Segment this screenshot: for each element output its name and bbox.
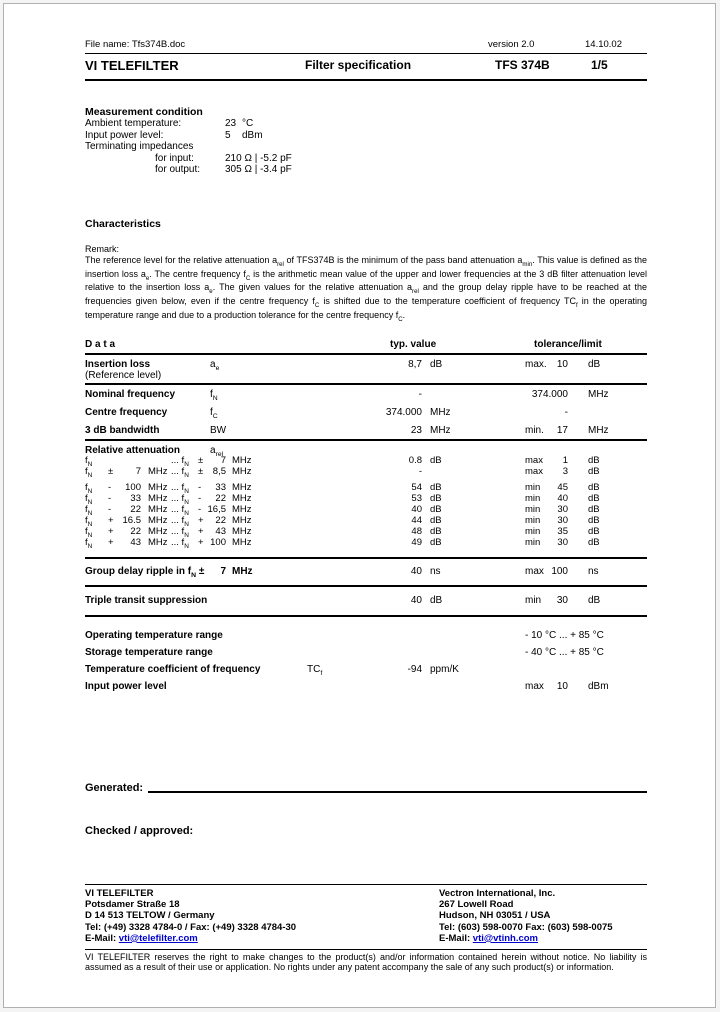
limit-value: 45 xyxy=(557,482,568,494)
typ-unit: MHz xyxy=(430,425,451,437)
footer-company-name: Vectron International, Inc. xyxy=(439,888,556,899)
footer-phone: Tel: (+49) 3328 4784-0 / Fax: (+49) 3328 4784-30 xyxy=(85,921,297,933)
triple-transit-label: Triple transit suppression xyxy=(85,595,208,607)
characteristics-heading: Characteristics xyxy=(85,217,161,230)
typ-unit: dB xyxy=(430,595,443,607)
input-power-limit-label: Input power level xyxy=(85,681,167,693)
nominal-frequency-label: Nominal frequency xyxy=(85,389,176,401)
divider xyxy=(85,53,647,54)
storage-temp-label: Storage temperature range xyxy=(85,647,213,659)
table-header-row xyxy=(85,339,647,351)
freq-op2: - xyxy=(198,482,202,494)
checked-approved-label: Checked / approved: xyxy=(85,824,194,837)
freq-unit: MHz xyxy=(148,526,168,538)
freq-value: 100 xyxy=(125,482,141,494)
relative-attenuation-row xyxy=(85,467,647,478)
insertion-loss-symbol: $a_e$ xyxy=(210,359,220,373)
limit-type: min xyxy=(525,482,541,494)
freq-unit2: MHz xyxy=(232,504,252,516)
divider xyxy=(85,949,647,950)
temp-coefficient-row xyxy=(85,664,647,681)
freq-op2: ± xyxy=(198,455,204,467)
data-header: D a t a xyxy=(85,339,116,351)
freq-unit: MHz xyxy=(148,493,168,505)
typ-unit: dB xyxy=(430,493,442,505)
freq-symbol: $f_N$ xyxy=(85,526,93,540)
limit-unit: dB xyxy=(588,526,600,538)
divider xyxy=(85,79,647,81)
limit-unit: dB xyxy=(588,466,600,478)
freq-unit2: MHz xyxy=(232,537,252,549)
operating-temp-label: Operating temperature range xyxy=(85,630,223,642)
temp-coefficient-symbol: $TC_f$ xyxy=(307,664,323,678)
limit-value: - xyxy=(564,407,568,419)
generated-row xyxy=(85,782,647,795)
freq-range-mid: ... $f_N$ xyxy=(171,526,189,540)
limit-unit: MHz xyxy=(588,425,609,437)
typ-value: 374.000 xyxy=(385,407,422,419)
input-power-limit-row xyxy=(85,681,647,698)
measurement-row xyxy=(85,164,647,176)
limit-unit: ns xyxy=(588,566,599,578)
footer-right-column xyxy=(439,888,613,944)
typ-unit: MHz xyxy=(430,407,451,419)
typ-value: 40 xyxy=(410,566,422,578)
ambient-temp-label: Ambient temperature: xyxy=(85,118,182,130)
limit-value: 30 xyxy=(556,595,568,607)
operating-temp-row xyxy=(85,630,647,647)
freq-symbol: $f_N$ xyxy=(85,515,93,529)
for-input-label: for input: xyxy=(155,152,194,164)
freq-value: 16.5 xyxy=(122,515,141,527)
divider xyxy=(85,585,647,587)
footer-columns xyxy=(85,888,647,945)
bandwidth-row xyxy=(85,425,647,439)
typ-unit: dB xyxy=(430,504,442,516)
freq-unit: MHz xyxy=(148,466,168,478)
footer-city: Hudson, NH 03051 / USA xyxy=(439,910,551,922)
company-name: VI TELEFILTER xyxy=(85,58,179,73)
freq-op2: - xyxy=(198,504,202,516)
typ-value: 48 xyxy=(411,526,422,538)
for-input-value: 210 Ω | -5.2 pF xyxy=(225,152,292,164)
freq-value: 43 xyxy=(130,537,141,549)
typ-unit: dB xyxy=(430,482,442,494)
for-output-value: 305 Ω | -3.4 pF xyxy=(225,164,292,176)
limit-type: max xyxy=(525,681,544,693)
tolerance-value: - 40 °C ... + 85 °C xyxy=(525,647,604,659)
freq-unit: MHz xyxy=(148,537,168,549)
freq-range-mid: ... $f_N$ xyxy=(171,515,189,529)
freq-unit2: MHz xyxy=(232,566,253,578)
limit-type: min xyxy=(525,537,541,549)
freq-range-mid: ... $f_N$ xyxy=(171,466,189,480)
freq-range-mid: ... $f_N$ xyxy=(171,537,189,551)
divider xyxy=(85,557,647,559)
limit-type: max xyxy=(525,466,543,478)
freq-value: 33 xyxy=(130,493,141,505)
freq-symbol: $f_N$ xyxy=(85,537,93,551)
freq-symbol: $f_N$ xyxy=(85,482,93,496)
typ-unit: ns xyxy=(430,566,441,578)
freq-unit: MHz xyxy=(148,504,168,516)
typ-value: - xyxy=(418,466,422,478)
freq-op: ± xyxy=(108,466,114,478)
reference-level-label: (Reference level) xyxy=(85,370,162,382)
file-name: File name: Tfs374B.doc xyxy=(85,39,186,50)
freq-value2: 16,5 xyxy=(207,504,226,516)
freq-op: - xyxy=(108,493,112,505)
freq-value2: 100 xyxy=(210,537,226,549)
for-output-label: for output: xyxy=(155,164,201,176)
freq-value: 22 xyxy=(130,504,141,516)
typ-unit: dB xyxy=(430,526,442,538)
limit-type: max xyxy=(525,566,544,578)
footer-phone: Tel: (603) 598-0070 Fax: (603) 598-0075 xyxy=(439,921,613,933)
document-page xyxy=(3,3,716,1008)
email-link[interactable]: vti@telefilter.com xyxy=(118,932,198,944)
typ-unit: ppm/K xyxy=(430,664,459,676)
disclaimer-text: VI TELEFILTER reserves the right to make changes to the product(s) and/or information contained herein without notice. No liability is assumed as a result of their use or application. No rights under any patent accompany the sale of any such product(s) or information. xyxy=(85,952,647,973)
footer-street: 267 Lowell Road xyxy=(439,899,514,911)
typ-value: 53 xyxy=(411,493,422,505)
limit-unit: dB xyxy=(588,482,600,494)
typ-value-header: typ. value xyxy=(390,339,437,351)
freq-op2: + xyxy=(198,515,204,527)
freq-range-mid: ... $f_N$ xyxy=(171,455,189,469)
freq-symbol: $f_N$ xyxy=(85,493,93,507)
input-power-value: 5 xyxy=(225,129,231,141)
typ-value: 49 xyxy=(411,537,422,549)
freq-value2: 43 xyxy=(215,526,226,538)
freq-unit2: MHz xyxy=(232,493,252,505)
freq-value2: 8,5 xyxy=(212,466,226,478)
page-number: 1/5 xyxy=(591,58,608,72)
signature-line xyxy=(148,791,647,793)
limit-unit: dBm xyxy=(588,681,609,693)
email-link[interactable]: vti@vtinh.com xyxy=(472,932,538,944)
limit-unit: dB xyxy=(588,504,600,516)
input-power-unit: dBm xyxy=(242,129,263,141)
part-number: TFS 374B xyxy=(495,58,550,72)
limit-value: 100 xyxy=(551,566,568,578)
freq-value2: 7 xyxy=(220,566,226,578)
freq-op2: + xyxy=(198,526,204,538)
divider xyxy=(85,353,647,355)
limit-unit: dB xyxy=(588,595,601,607)
insertion-loss-row xyxy=(85,359,647,383)
document-content xyxy=(85,40,647,838)
footer-street: Potsdamer Straße 18 xyxy=(85,899,180,911)
generated-label: Generated: xyxy=(85,782,144,795)
measurement-row xyxy=(85,141,647,153)
limit-type: min. xyxy=(525,425,544,437)
triple-transit-row xyxy=(85,595,647,608)
limit-value: 3 xyxy=(562,466,568,478)
freq-unit2: MHz xyxy=(232,526,252,538)
typ-value: 23 xyxy=(410,425,422,437)
page-footer xyxy=(85,884,647,973)
limit-value: 17 xyxy=(556,425,568,437)
footer-company-name: VI TELEFILTER xyxy=(85,888,154,899)
remark-paragraph: The reference level for the relative attenuation $a_{rel}$ of TFS374B is the minimum of the pass band attenuation $a_{min}$. This value is defined as the insertion loss $a_e$. The centre frequency $f_C$ is the arithmetic mean value of the upper and lower frequencies at the 3 dB filter attenuation level relative to the insertion loss $a_e$. The given values for the relative attenuation $a_{rel}$ and the group delay ripple have to be reached at the frequencies given below, even if the centre frequency $f_C$ is shifted due to the temperature coefficient of frequency $TC_f$ in the operating temperature range and due to a production tolerance for the centre frequency $f_C$. xyxy=(85,254,648,323)
limit-value: 374.000 xyxy=(531,389,568,401)
freq-op: + xyxy=(108,537,114,549)
limit-unit: dB xyxy=(588,359,601,371)
freq-unit2: MHz xyxy=(232,482,252,494)
remark-label: Remark: xyxy=(85,243,120,254)
ambient-temp-value: 23 xyxy=(225,118,237,130)
freq-value2: 33 xyxy=(215,482,226,494)
limit-value: 30 xyxy=(557,515,568,527)
freq-unit2: MHz xyxy=(232,515,252,527)
freq-symbol: $f_N$ xyxy=(85,466,93,480)
freq-unit2: MHz xyxy=(232,466,252,478)
centre-frequency-row xyxy=(85,407,647,425)
temp-coefficient-label: Temperature coefficient of frequency xyxy=(85,664,261,676)
freq-unit: MHz xyxy=(148,515,168,527)
freq-range-mid: ... $f_N$ xyxy=(171,504,189,518)
relative-attenuation-row xyxy=(85,538,647,549)
typ-value: 40 xyxy=(411,504,422,516)
input-power-label: Input power level: xyxy=(85,129,164,141)
typ-value: 44 xyxy=(411,515,422,527)
freq-value: 7 xyxy=(135,466,141,478)
freq-value2: 22 xyxy=(215,493,226,505)
storage-temp-row xyxy=(85,647,647,664)
freq-op2: ± xyxy=(198,466,204,478)
insertion-loss-label: Insertion loss xyxy=(85,359,151,371)
measurement-row xyxy=(85,130,647,142)
measurement-row xyxy=(85,153,647,165)
centre-frequency-label: Centre frequency xyxy=(85,407,168,419)
typ-value: 0.8 xyxy=(408,455,422,467)
nominal-frequency-symbol: $f_N$ xyxy=(210,389,218,403)
limit-unit: dB xyxy=(588,455,600,467)
email-label: E-Mail: xyxy=(439,932,473,944)
measurement-heading: Measurement condition xyxy=(85,106,203,118)
limit-value: 10 xyxy=(556,681,568,693)
freq-value: 22 xyxy=(130,526,141,538)
bandwidth-label: 3 dB bandwidth xyxy=(85,425,160,437)
divider xyxy=(85,439,647,441)
freq-symbol: $f_N$ xyxy=(85,504,93,518)
freq-value2: 7 xyxy=(220,455,226,467)
relative-attenuation-label: Relative attenuation xyxy=(85,445,181,457)
limit-type: min xyxy=(525,595,542,607)
limit-unit: dB xyxy=(588,537,600,549)
limit-type: max. xyxy=(525,359,547,371)
typ-value: -94 xyxy=(407,664,422,676)
freq-value2: 22 xyxy=(215,515,226,527)
typ-value: 8,7 xyxy=(408,359,422,371)
typ-unit: dB xyxy=(430,359,443,371)
freq-op2: + xyxy=(198,537,204,549)
divider xyxy=(85,383,647,385)
freq-unit2: MHz xyxy=(232,455,252,467)
terminating-impedances-label: Terminating impedances xyxy=(85,141,194,153)
limit-value: 10 xyxy=(556,359,568,371)
typ-unit: dB xyxy=(430,455,442,467)
limit-type: min xyxy=(525,515,541,527)
footer-email-row xyxy=(439,933,613,944)
freq-op: - xyxy=(108,482,112,494)
footer-city: D 14 513 TELTOW / Germany xyxy=(85,910,215,922)
freq-op: + xyxy=(108,526,114,538)
freq-range-mid: ... $f_N$ xyxy=(171,493,189,507)
document-title: Filter specification xyxy=(305,58,412,72)
limit-unit: MHz xyxy=(588,389,609,401)
bandwidth-symbol: BW xyxy=(210,425,227,437)
relative-attenuation-symbol: $a_{rel}$ xyxy=(210,445,224,459)
freq-op: - xyxy=(108,504,112,516)
meta-row xyxy=(85,40,647,53)
limit-type: min xyxy=(525,493,541,505)
typ-value: 54 xyxy=(411,482,422,494)
group-delay-row xyxy=(85,566,647,579)
limit-value: 30 xyxy=(557,537,568,549)
limit-value: 40 xyxy=(557,493,568,505)
nominal-frequency-row xyxy=(85,389,647,407)
divider xyxy=(85,884,647,885)
date-label: 14.10.02 xyxy=(585,39,622,50)
tolerance-limit-header: tolerance/limit xyxy=(534,339,602,351)
typ-value: 40 xyxy=(410,595,422,607)
group-delay-label: Group delay ripple in $f_N$ ± xyxy=(85,566,205,580)
limit-type: min xyxy=(525,504,541,516)
freq-range-mid: ... $f_N$ xyxy=(171,482,189,496)
limit-value: 35 xyxy=(557,526,568,538)
limit-type: max xyxy=(525,455,543,467)
tolerance-value: - 10 °C ... + 85 °C xyxy=(525,630,604,642)
limit-type: min xyxy=(525,526,541,538)
email-label: E-Mail: xyxy=(85,932,119,944)
typ-unit: dB xyxy=(430,537,442,549)
limit-unit: dB xyxy=(588,493,600,505)
freq-unit: MHz xyxy=(148,482,168,494)
title-row xyxy=(85,59,647,79)
centre-frequency-symbol: $f_C$ xyxy=(210,407,218,421)
version-label: version 2.0 xyxy=(488,39,535,50)
freq-symbol: $f_N$ xyxy=(85,455,93,469)
limit-value: 30 xyxy=(557,504,568,516)
typ-value: - xyxy=(418,389,422,401)
freq-op: + xyxy=(108,515,114,527)
divider xyxy=(85,615,647,617)
ambient-temp-unit: °C xyxy=(242,118,254,130)
freq-op2: - xyxy=(198,493,202,505)
typ-unit: dB xyxy=(430,515,442,527)
limit-unit: dB xyxy=(588,515,600,527)
measurement-row xyxy=(85,118,647,130)
limit-value: 1 xyxy=(562,455,568,467)
